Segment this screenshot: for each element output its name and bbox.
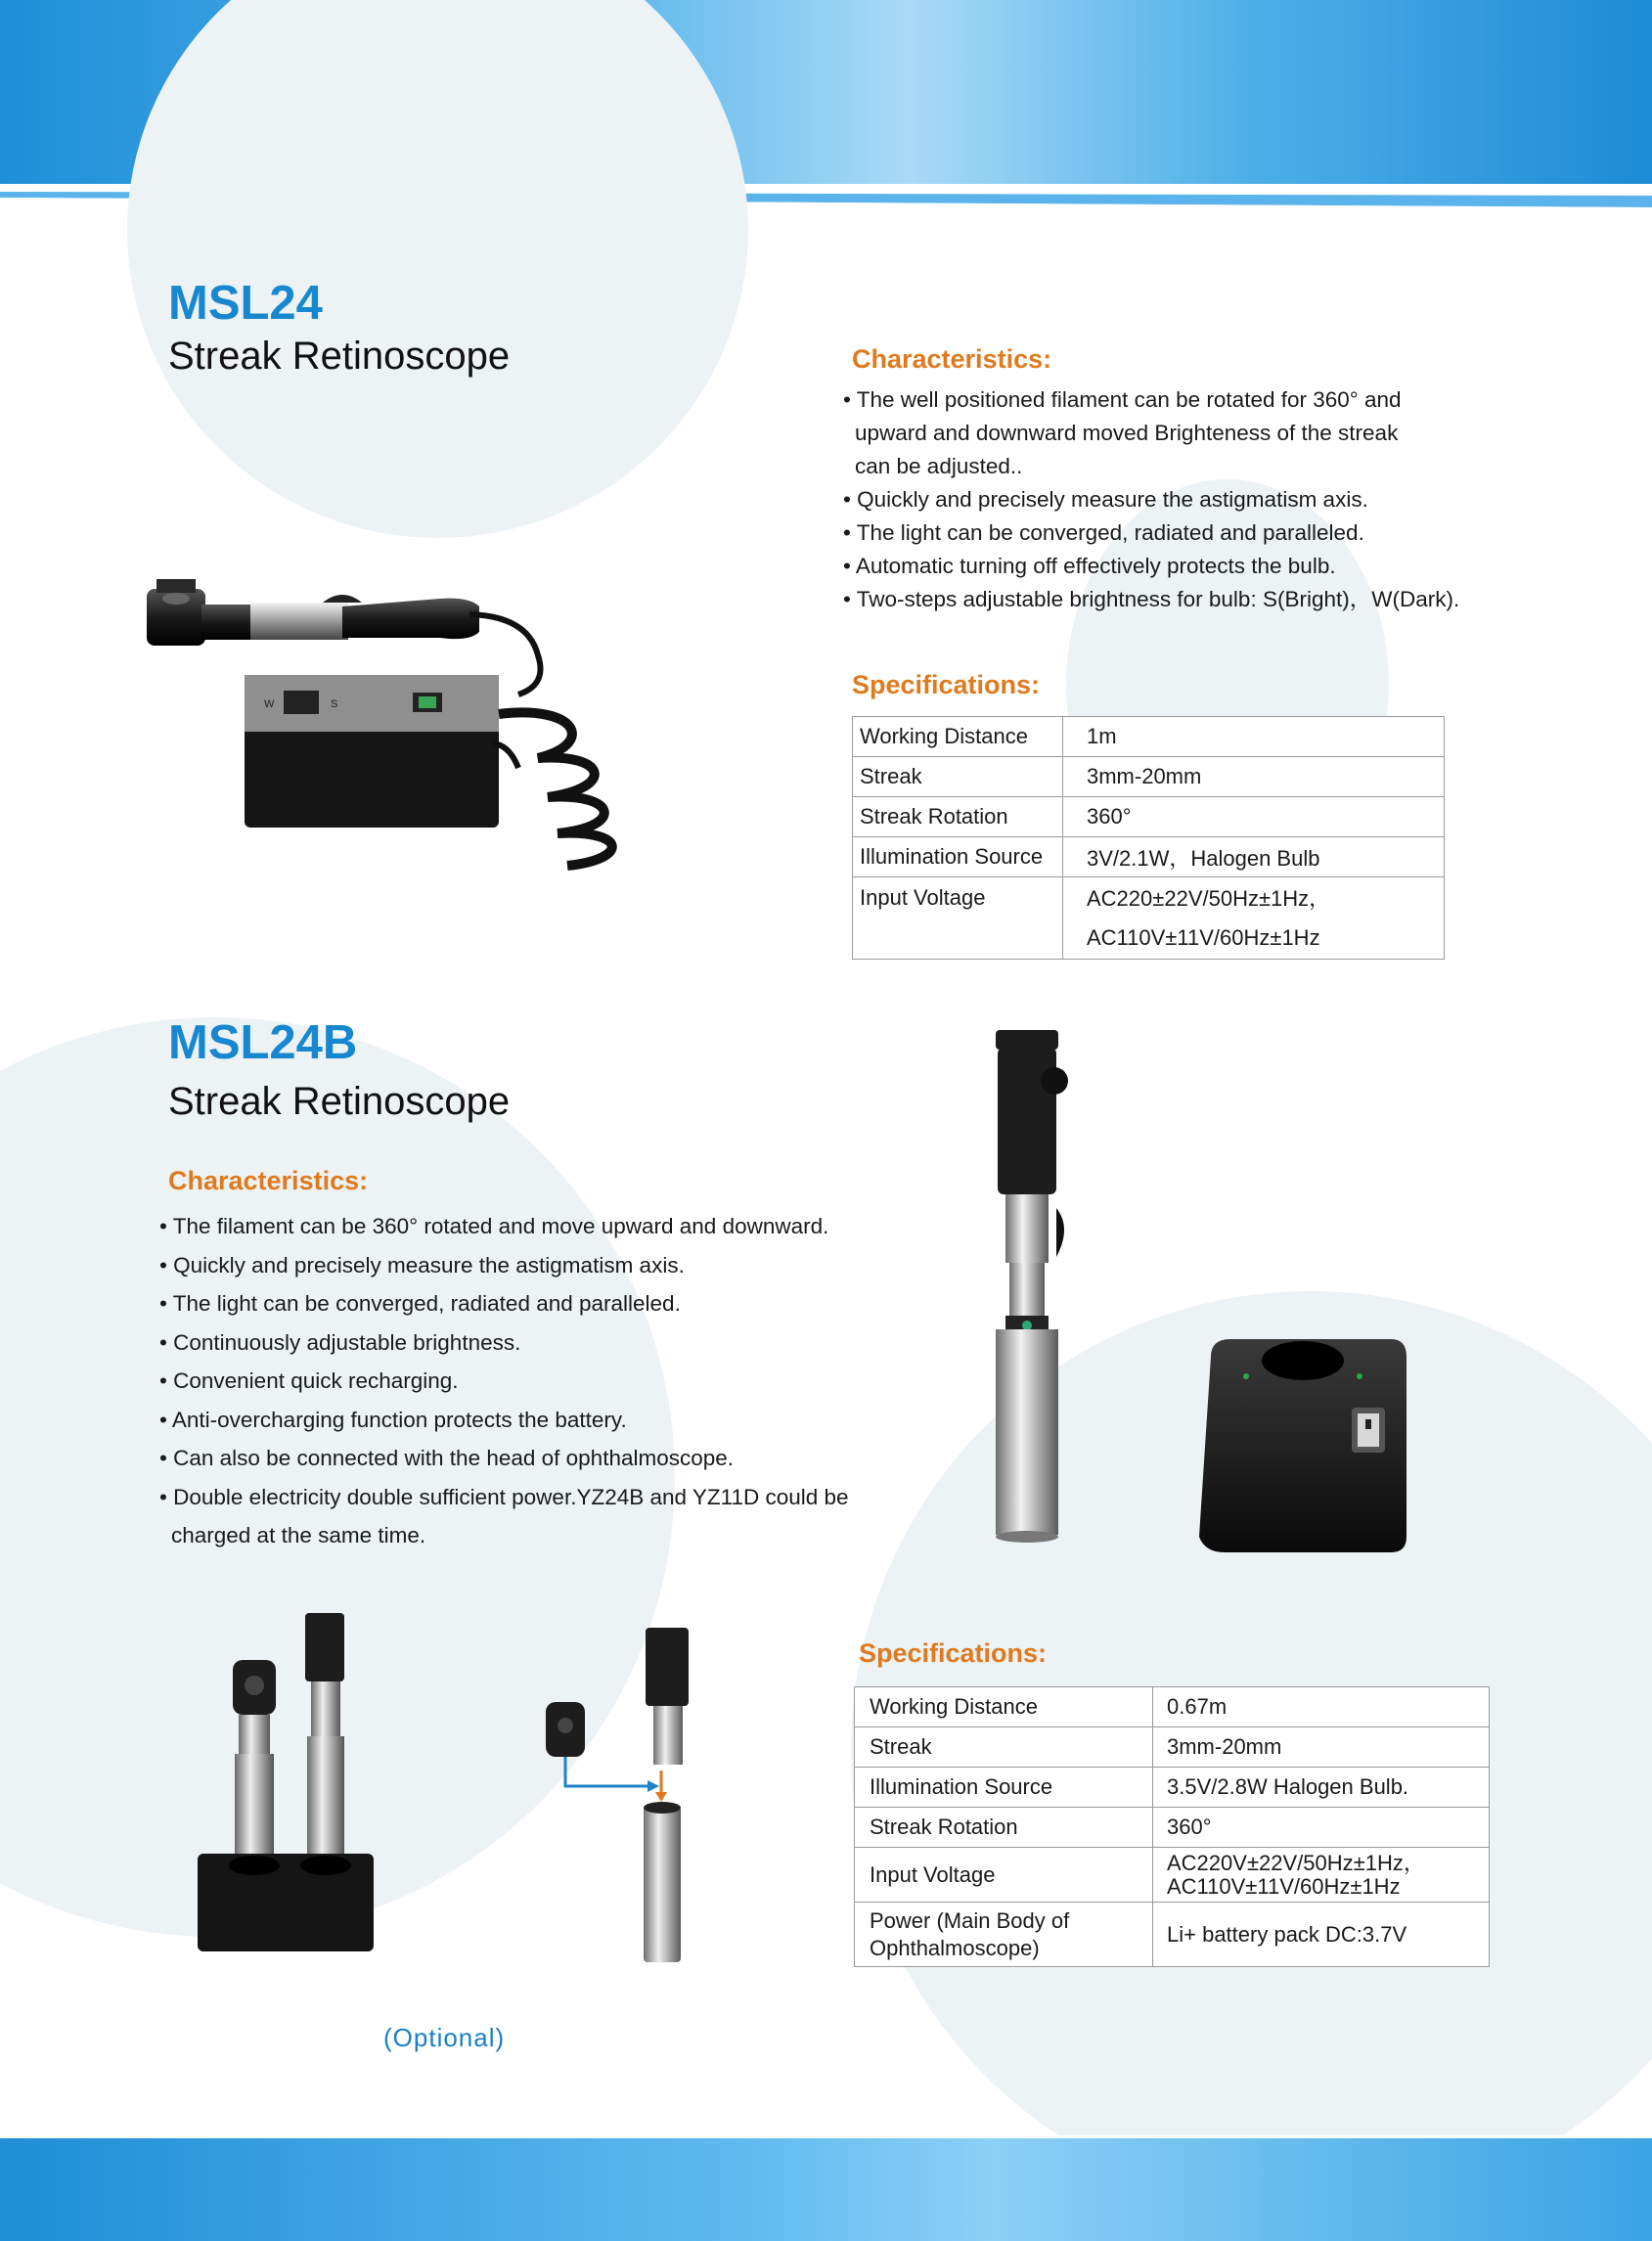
table-row — [855, 1687, 1490, 1727]
list-item: • Double electricity double sufficient power.YZ24B and YZ11D could be — [159, 1484, 849, 1509]
product1-name: Streak Retinoscope — [168, 335, 511, 378]
optional-label: (Optional) — [383, 2023, 506, 2052]
bg-circle-top — [127, 0, 748, 538]
list-item: • Continuously adjustable brightness. — [159, 1329, 521, 1355]
spec-value: AC110V±11V/60Hz±1Hz — [1167, 1873, 1401, 1899]
switch-s-label: S — [331, 698, 338, 710]
spec-value: 0.67m — [1153, 1687, 1490, 1727]
spec-label: Working Distance — [853, 717, 1063, 757]
spec-label: Illumination Source — [853, 837, 1063, 877]
table-row — [853, 837, 1445, 877]
product2-specifications-heading: Specifications: — [859, 1638, 1048, 1668]
spec-value-cell — [1063, 877, 1445, 960]
list-item: • The well positioned filament can be rotated for 360° and — [843, 387, 1402, 412]
spec-value: 360° — [1153, 1808, 1490, 1848]
product2-characteristics-list — [159, 1207, 849, 1555]
spec-value: AC110V±11V/60Hz±1Hz — [1087, 924, 1320, 950]
list-item: • Quickly and precisely measure the astigmatism axis. — [159, 1252, 685, 1277]
list-item: • Can also be connected with the head of ophthalmoscope. — [159, 1446, 735, 1470]
list-item: • Automatic turning off effectively protects the bulb. — [843, 554, 1336, 578]
spec-label: Streak Rotation — [855, 1808, 1153, 1848]
spec-value-cell — [1153, 1848, 1490, 1903]
product1-specifications-heading: Specifications: — [852, 670, 1041, 699]
table-row — [855, 1808, 1490, 1848]
head-swap-diagram — [536, 1624, 712, 1966]
product1-model: MSL24 — [168, 277, 323, 330]
product2-model: MSL24B — [168, 1016, 358, 1069]
double-charger-image — [196, 1609, 391, 1961]
spec-label: Streak Rotation — [853, 797, 1063, 837]
table-row — [853, 797, 1445, 837]
msl24-retinoscope-image — [147, 577, 792, 880]
list-item: • Two-steps adjustable brightness for bulb: S(Bright)，W(Dark). — [843, 587, 1460, 611]
table-row — [853, 757, 1445, 797]
list-item: • The light can be converged, radiated and paralleled. — [159, 1291, 681, 1316]
table-row — [855, 1768, 1490, 1808]
spec-label: Streak — [855, 1727, 1153, 1768]
spec-value: 1m — [1063, 717, 1445, 757]
product2-characteristics-heading: Characteristics: — [168, 1166, 369, 1195]
list-item: upward and downward moved Brighteness of the streak — [855, 421, 1399, 445]
product1-characteristics-heading: Characteristics: — [852, 344, 1052, 374]
switch-w-label: W — [264, 698, 275, 710]
product2-spec-table — [854, 1686, 1490, 1967]
spec-label-cell — [855, 1903, 1153, 1967]
table-row — [855, 1727, 1490, 1768]
list-item: • Quickly and precisely measure the astigmatism axis. — [843, 487, 1368, 512]
table-row — [853, 877, 1445, 960]
table-row — [855, 1848, 1490, 1903]
product1-spec-table — [852, 716, 1445, 960]
list-item: can be adjusted.. — [855, 454, 1023, 478]
spec-label: Input Voltage — [853, 877, 1063, 960]
msl24b-retinoscope-image — [978, 1022, 1095, 1550]
product2-name: Streak Retinoscope — [168, 1080, 511, 1123]
spec-label: Streak — [853, 757, 1063, 797]
list-item: • Anti-overcharging function protects the battery. — [159, 1407, 627, 1432]
list-item: • The light can be converged, radiated and paralleled. — [843, 520, 1364, 545]
spec-label: Power (Main Body of — [870, 1907, 1070, 1933]
list-item: • Convenient quick recharging. — [159, 1368, 459, 1393]
spec-value: Li+ battery pack DC:3.7V — [1153, 1903, 1490, 1967]
table-row — [855, 1903, 1490, 1967]
spec-value: 360° — [1063, 797, 1445, 837]
product1-characteristics-list — [843, 383, 1459, 616]
spec-label: Ophthalmoscope) — [870, 1935, 1040, 1960]
spec-value: AC220±22V/50Hz±1Hz， — [1087, 885, 1331, 911]
spec-label: Input Voltage — [855, 1848, 1153, 1903]
msl24b-charger-image — [1195, 1335, 1410, 1556]
spec-value: 3V/2.1W，Halogen Bulb — [1063, 837, 1445, 877]
list-item: charged at the same time. — [171, 1523, 426, 1547]
spec-label: Working Distance — [855, 1687, 1153, 1727]
footer-band — [0, 2138, 1652, 2241]
spec-value: 3mm-20mm — [1153, 1727, 1490, 1768]
spec-value: 3.5V/2.8W Halogen Bulb. — [1153, 1768, 1490, 1808]
table-row — [853, 717, 1445, 757]
spec-label: Illumination Source — [855, 1768, 1153, 1808]
spec-value: AC220V±22V/50Hz±1Hz， — [1167, 1850, 1425, 1875]
spec-value: 3mm-20mm — [1063, 757, 1445, 797]
list-item: • The filament can be 360° rotated and move upward and downward. — [159, 1214, 829, 1238]
